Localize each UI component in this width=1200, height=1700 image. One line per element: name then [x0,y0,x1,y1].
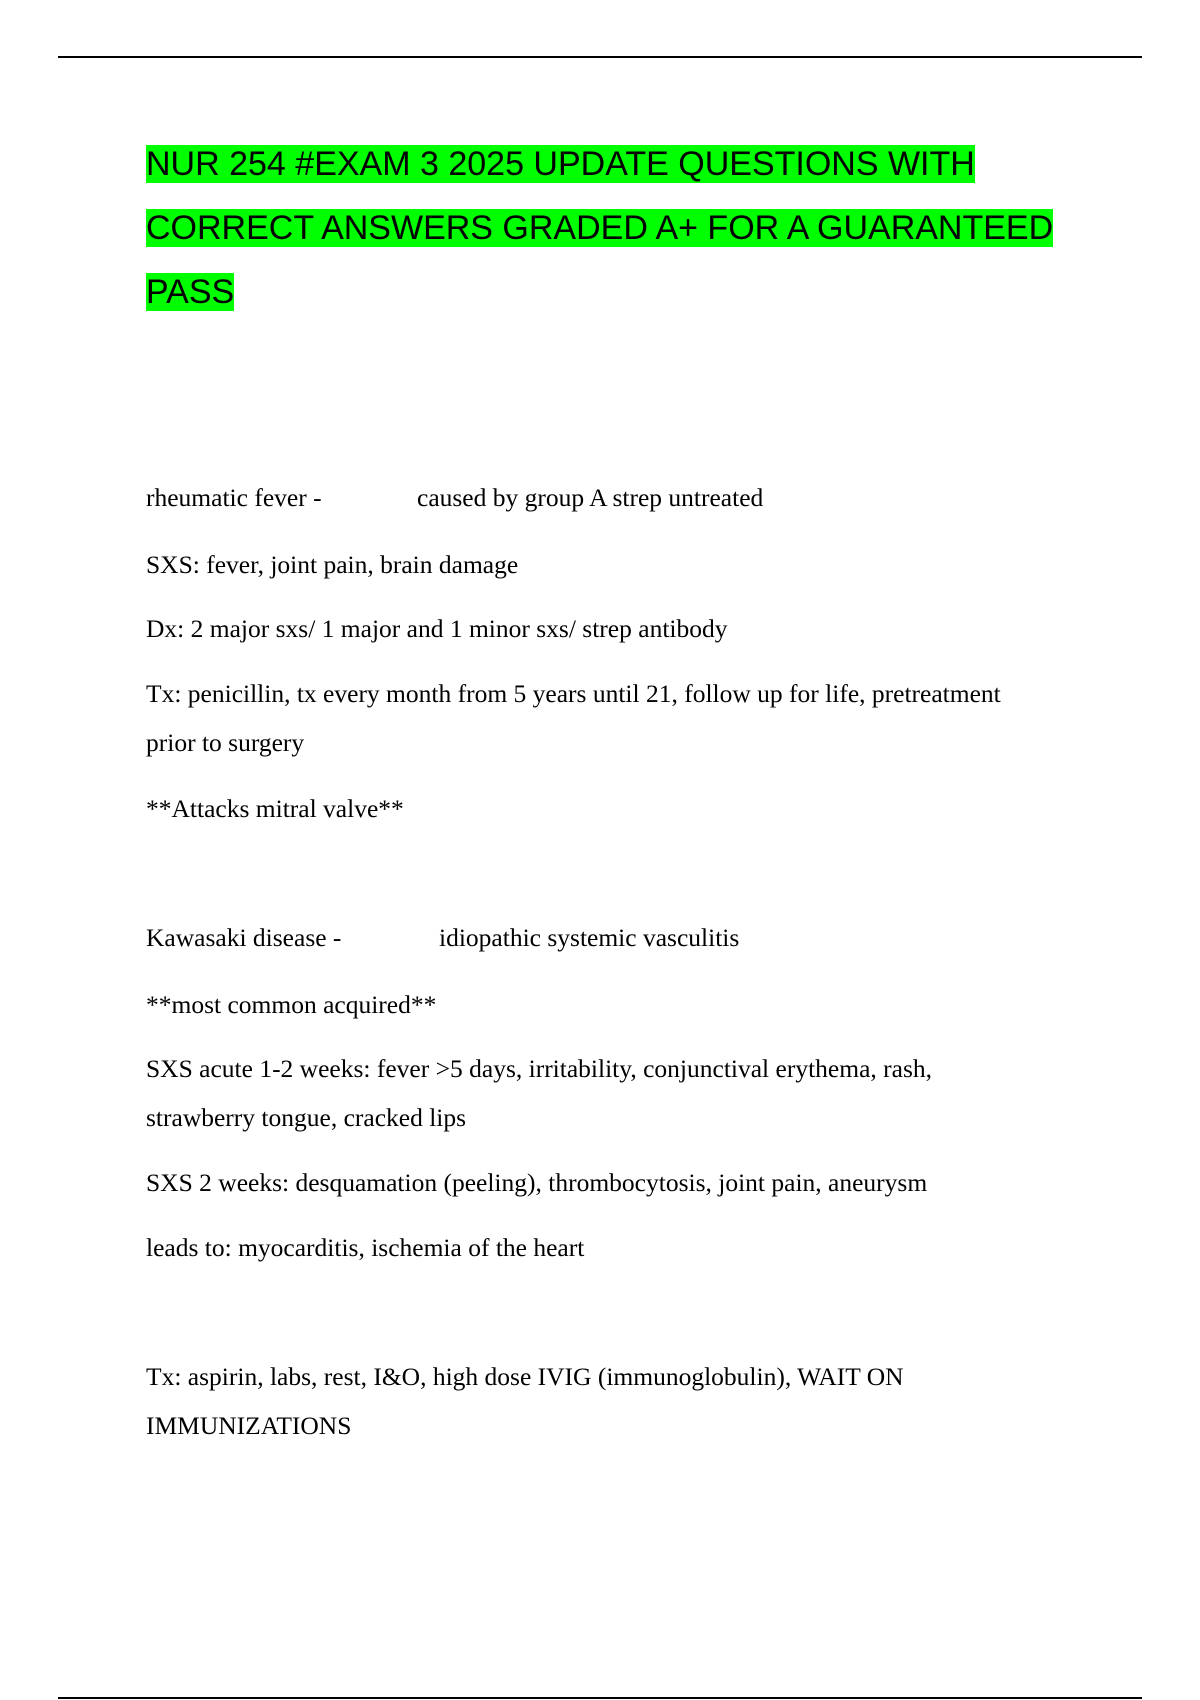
entry-rheumatic-fever-heading [146,473,1046,522]
entry-line: **most common acquired** [146,990,437,1019]
entry-line: SXS acute 1-2 weeks: fever >5 days, irritability, conjunctival erythema, rash, strawberry tongue, cracked lips [146,1054,932,1132]
entry-line: **Attacks mitral valve** [146,794,404,823]
entry-line: SXS 2 weeks: desquamation (peeling), thrombocytosis, joint pain, aneurysm [146,1168,928,1197]
footer-rule [58,1697,1142,1699]
entry-term: rheumatic fever - [146,483,322,512]
entry-line: SXS: fever, joint pain, brain damage [146,550,519,579]
entry-line: Tx: penicillin, tx every month from 5 years until 21, follow up for life, pretreatment prior to surgery [146,679,1001,757]
document-title [146,132,1106,324]
document-title-text: NUR 254 #EXAM 3 2025 UPDATE QUESTIONS WITH CORRECT ANSWERS GRADED A+ FOR A GUARANTEED PASS [146,145,1054,311]
entry-definition: caused by group A strep untreated [417,483,764,512]
header-rule [58,56,1142,58]
entry-definition: idiopathic systemic vasculitis [439,923,740,952]
entry-line: leads to: myocarditis, ischemia of the heart [146,1233,585,1262]
entry-line: Tx: aspirin, labs, rest, I&O, high dose IVIG (immunoglobulin), WAIT ON IMMUNIZATIONS [146,1362,904,1440]
entry-term: Kawasaki disease - [146,923,342,952]
entry-kawasaki-heading [146,913,1046,962]
entry-line: Dx: 2 major sxs/ 1 major and 1 minor sxs/ strep antibody [146,614,728,643]
